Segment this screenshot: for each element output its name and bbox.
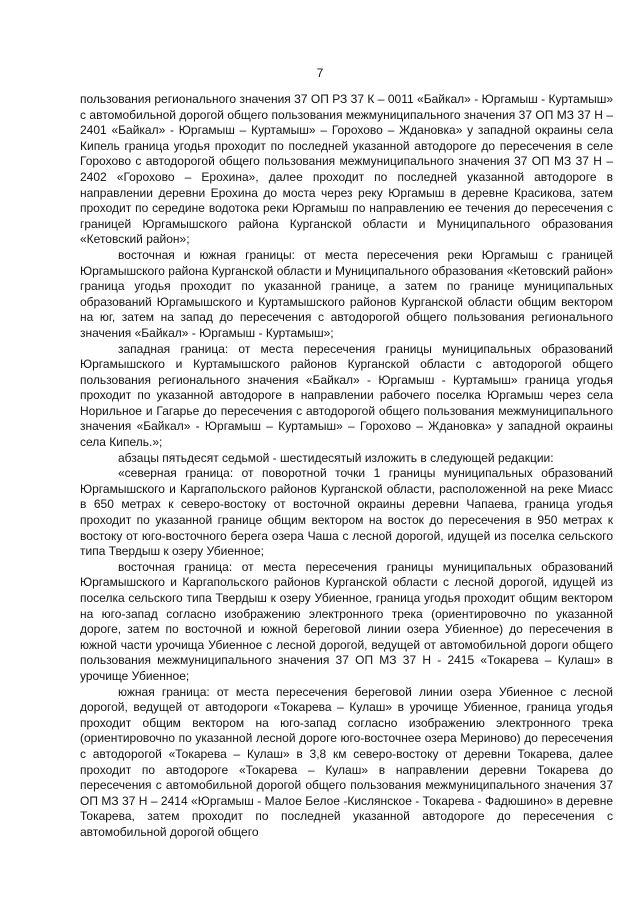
paragraph-east-border: восточная граница: от места пересечения границы муниципальных образований Юргамышского и Каргапольского районов Курганской области с лесной дорогой, идущей из поселка сельского типа Твердыш к озеру Убиенное, граница угодья проходит общим вектором на юго-запад согласно изображению электронного трека (ориентировочно по указанной дороге, затем по восточной и южной береговой линии озера Убиенное) до пересечения в южной части урочища Убиенное с лесной дорогой, ведущей от автомобильной дороги общего пользования межмуниципального значения 37 ОП МЗ 37 Н - 2415 «Токарева – Кулаш» в урочище Убиенное; (80, 559, 613, 683)
paragraph-amendment-intro: абзацы пятьдесят седьмой - шестидесятый изложить в следующей редакции: (118, 450, 554, 465)
paragraph-east-south-border: восточная и южная границы: от места пересечения реки Юргамыш с границей Юргамышского района Курганской области и Муниципального образования «Кетовский район» граница угодья проходит по указанной границе, а затем по границе муниципальных образований Юргамышского и Куртамышского районов Курганской области общим вектором на юг, затем на запад до пересечения с автодорогой общего пользования регионального значения «Байкал» - Юргамыш - Куртамыш»; (80, 247, 613, 340)
paragraph-west-border: западная граница: от места пересечения границы муниципальных образований Юргамышского и Куртамышского районов Курганской области с автодорогой общего пользования регионального значения «Байкал» - Юргамыш - Куртамыш» граница угодья проходит по указанной автодороге в направлении рабочего поселка Юргамыш через села Норильное и Гагарье до пересечения с автодорогой общего пользования межмуниципального значения «Байкал» - Юргамыш – Куртамыш» – Горохово – Ждановка» у западной окраины села Кипель.»; (80, 341, 613, 450)
document-body (80, 92, 613, 841)
paragraph-north-border: «северная граница: от поворотной точки 1 границы муниципальных образований Юргамышского и Каргапольского районов Курганской области, расположенной на реке Миасс в 650 метрах к северо-востоку от восточной окраины деревни Чапаева, граница угодья проходит по указанной границе общим вектором на восток до пересечения в 950 метрах к востоку от юго-восточного берега озера Чаша с лесной дорогой, идущей из поселка сельского типа Твердыш к озеру Убиенное; (80, 466, 613, 559)
page-number: 7 (316, 66, 324, 80)
paragraph-continuation: пользования регионального значения 37 ОП РЗ 37 К – 0011 «Байкал» - Юргамыш - Куртамыш» с автомобильной дорогой общего пользования межмуниципального значения 37 ОП МЗ 37 Н – 2401 «Байкал» - Юргамыш – Куртамыш» – Горохово – Ждановка» у западной окраины села Кипель граница угодья проходит по последней указанной автодороге до пересечения в селе Горохово с автодорогой общего пользования межмуниципального значения 37 ОП МЗ 37 Н – 2402 «Горохово – Ерохина», далее проходит по последней указанной автодороге в направлении деревни Ерохина до моста через реку Юргамыш в деревне Красикова, затем проходит по середине водотока реки Юргамыш по направлению ее течения до пересечения с границей Юргамышского района Курганской области и Муниципального образования «Кетовский район»; (80, 92, 613, 247)
paragraph-south-border: южная граница: от места пересечения береговой линии озера Убиенное с лесной дорогой, ведущей от автодороги «Токарева – Кулаш» в урочище Убиенное, граница угодья проходит общим вектором на юго-запад согласно изображению электронного трека (ориентировочно по указанной лесной дороге юго-восточнее озера Мериново) до пересечения с автодорогой «Токарева – Кулаш» в 3,8 км северо-востоку от деревни Токарева, далее проходит по автодороге «Токарева – Кулаш» в направлении деревни Токарева до пересечения с автомобильной дорогой общего пользования межмуниципального значения 37 ОП МЗ 37 Н – 2414 «Юргамыш - Малое Белое -Кислянское - Токарева - Фадюшино» в деревне Токарева, затем проходит по последней указанной автодороге до пересечения с автомобильной дорогой общего (80, 684, 613, 839)
